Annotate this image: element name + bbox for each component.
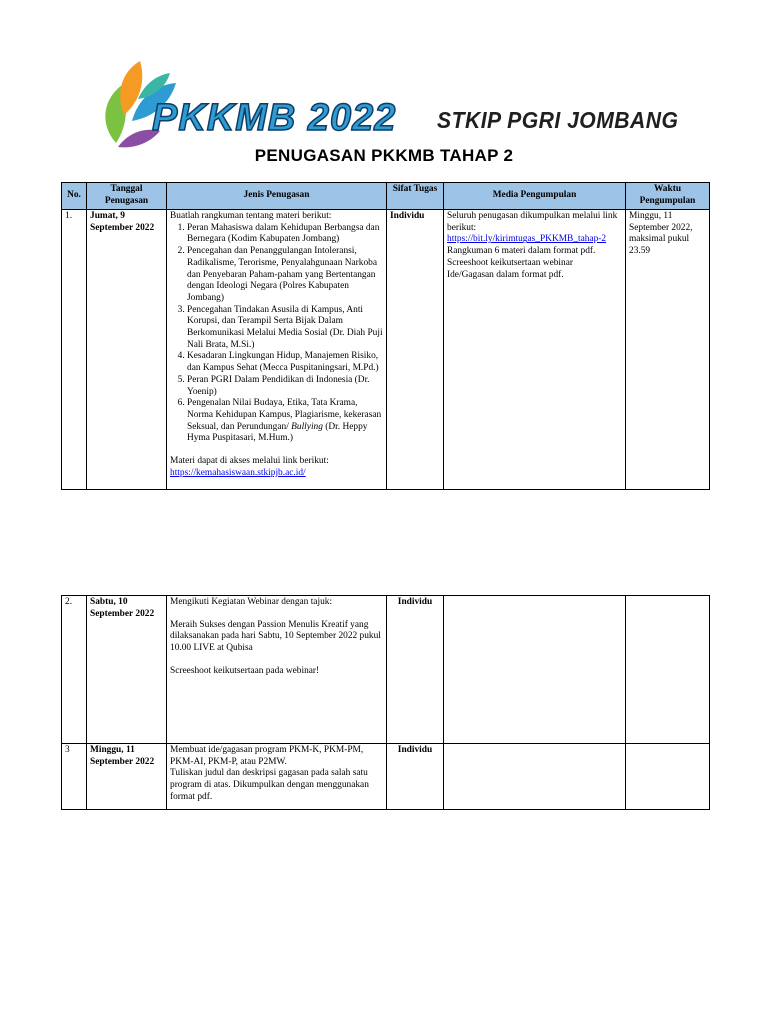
materi-list xyxy=(170,223,383,445)
list-item: 3. Pencegahan Tindakan Asusila di Kampus, Anti Korupsi, dan Terampil Serta Bijak Dalam Berkomunikasi Melalui Media Sosial (Dr. Diah Puji Nali Brata, M.Si.) xyxy=(187,305,383,352)
row2-line1: Mengikuti Kegiatan Webinar dengan tajuk: xyxy=(170,597,333,607)
table-row xyxy=(62,744,710,810)
row2-waktu xyxy=(626,596,710,744)
header-media: Media Pengumpulan xyxy=(444,183,626,210)
row1-jenis xyxy=(167,210,387,490)
list-item: 2. Pencegahan dan Penanggulangan Intoleransi, Radikalisme, Terorisme, Penyalahgunaan Narkoba dan Penyebaran Paham-paham yang Bertentangan dengan Ideologi Negara (Polres Kabupaten Jombang) xyxy=(187,246,383,305)
page-title: PENUGASAN PKKMB TAHAP 2 xyxy=(254,146,514,165)
table-row xyxy=(62,210,710,490)
row3-waktu xyxy=(626,744,710,810)
header-jenis: Jenis Penugasan xyxy=(167,183,387,210)
media-screenshot: Screeshoot keikutsertaan webinar Ide/Gagasan dalam format pdf. xyxy=(447,257,573,280)
submission-link[interactable]: https://bit.ly/kirimtugas_PKKMB_tahap-2 xyxy=(447,234,607,245)
row2-jenis xyxy=(167,596,387,744)
row2-sifat: Individu xyxy=(387,596,444,744)
list-item: 1. Peran Mahasiswa dalam Kehidupan Berbangsa dan Bernegara (Kodim Kabupaten Jombang) xyxy=(187,223,383,246)
row3-line1: Membuat ide/gagasan program PKM-K, PKM-PM, PKM-AI, PKM-P, atau P2MW. xyxy=(170,745,364,767)
row2-media xyxy=(444,596,626,744)
row1-no: 1. xyxy=(62,210,87,490)
row2-no: 2. xyxy=(62,596,87,744)
row2-tanggal: Sabtu, 10 September 2022 xyxy=(87,596,167,744)
table-header-row xyxy=(62,183,710,210)
materi-link-label: Materi dapat di akses melalui link berikut: xyxy=(170,456,329,467)
logo-main-text: PKKMB 2022 xyxy=(152,97,397,139)
row1-sifat: Individu xyxy=(387,210,444,490)
list-item: 5. Peran PGRI Dalam Pendidikan di Indonesia (Dr. Yoenip) xyxy=(187,375,383,398)
table-row xyxy=(62,596,710,744)
row2-line2: Meraih Sukses dengan Passion Menulis Kreatif yang dilaksanakan pada hari Sabtu, 10 September 2022 pukul 10.00 LIVE at Qubisa xyxy=(170,619,381,654)
list-item: 6. Pengenalan Nilai Budaya, Etika, Tata Krama, Norma Kehidupan Kampus, Plagiarisme, kekerasan Seksual, dan Perundungan/ Bullying (Dr. Heppy Hyma Puspitasari, M.Hum.) xyxy=(187,398,383,445)
header-tanggal: Tanggal Penugasan xyxy=(87,183,167,210)
materi-link[interactable]: https://kemahasiswaan.stkipjb.ac.id/ xyxy=(170,467,306,478)
row1-tanggal: Jumat, 9 September 2022 xyxy=(87,210,167,490)
assignment-table xyxy=(61,182,710,490)
header-no: No. xyxy=(62,183,87,210)
media-text: Seluruh penugasan dikumpulkan melalui link berikut: xyxy=(447,211,618,233)
header-waktu: Waktu Pengumpulan xyxy=(626,183,710,210)
row1-intro: Buatlah rangkuman tentang materi berikut: xyxy=(170,211,332,221)
row1-media xyxy=(444,210,626,490)
row3-jenis xyxy=(167,744,387,810)
row3-tanggal: Minggu, 11 September 2022 xyxy=(87,744,167,810)
logo-sub-text: STKIP PGRI JOMBANG xyxy=(437,107,679,133)
row3-sifat: Individu xyxy=(387,744,444,810)
header-sifat: Sifat Tugas xyxy=(387,183,444,210)
assignment-table-continued xyxy=(61,595,710,810)
row3-media xyxy=(444,744,626,810)
row3-line2: Tuliskan judul dan deskripsi gagasan pada salah satu program di atas. Dikumpulkan dengan menggunakan format pdf. xyxy=(170,768,369,802)
media-rangkuman: Rangkuman 6 materi dalam format pdf. xyxy=(447,246,596,257)
row3-no: 3 xyxy=(62,744,87,810)
list-item: 4. Kesadaran Lingkungan Hidup, Manajemen Risiko, dan Kampus Sehat (Mecca Puspitaningsari, M.Pd.) xyxy=(187,351,383,374)
row1-waktu: Minggu, 11 September 2022, maksimal pukul 23.59 xyxy=(626,210,710,490)
row2-line3: Screeshoot keikutsertaan pada webinar! xyxy=(170,665,320,676)
